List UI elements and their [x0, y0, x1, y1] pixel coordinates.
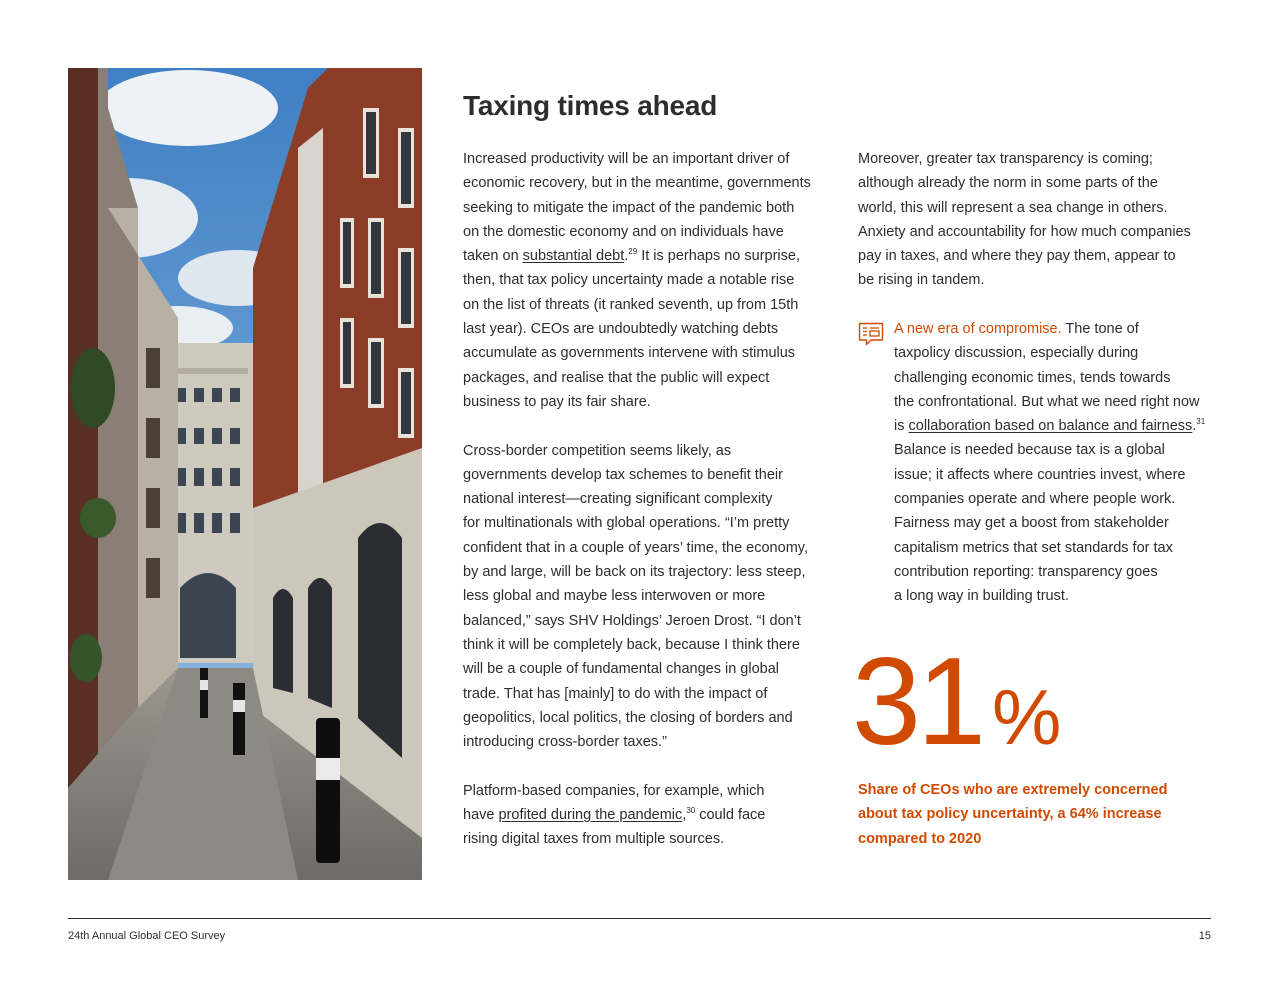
paragraph-productivity — [463, 147, 833, 414]
callout-body — [894, 317, 1205, 609]
text-line: economic recovery, but in the meantime, governments — [463, 175, 811, 192]
text-line: governments develop tax schemes to benefit their — [463, 466, 783, 483]
footnote-ref: 31 — [1196, 417, 1206, 427]
text-line: then, that tax policy uncertainty made a notable rise — [463, 272, 795, 289]
callout-heading: A new era of compromise. — [894, 321, 1062, 337]
footer-publication-title: 24th Annual Global CEO Survey — [68, 930, 226, 942]
text-line: Increased productivity will be an important driver of — [463, 151, 790, 167]
paragraph-platform — [463, 779, 833, 852]
text-line: a long way in building trust. — [894, 588, 1069, 605]
text-line: rising digital taxes from multiple sources. — [463, 831, 725, 848]
paragraph-transparency — [858, 147, 1218, 293]
text-line: introducing cross-border taxes.” — [463, 734, 667, 751]
text-line: contribution reporting: transparency goes — [894, 563, 1158, 580]
stat-figure — [852, 633, 1062, 771]
stat-value: 31 — [852, 633, 982, 771]
text-fragment: . — [624, 248, 629, 265]
text-line: by and large, will be back on its trajectory: less steep, — [463, 564, 806, 581]
stat-unit: % — [991, 673, 1062, 761]
text-fragment: It is perhaps no surprise, — [637, 248, 800, 265]
text-line: Share of CEOs who are extremely concerned — [858, 782, 1168, 798]
text-fragment: have — [463, 807, 499, 824]
text-line: packages, and realise that the public will expect — [463, 369, 770, 386]
text-fragment: . — [1192, 418, 1197, 435]
text-fragment: could face — [695, 807, 766, 824]
text-line: accumulate as governments intervene with stimulus — [463, 345, 796, 362]
text-line: Balance is needed because tax is a global — [894, 442, 1165, 459]
paragraph-cross-border — [463, 439, 833, 755]
text-line: Moreover, greater tax transparency is coming; — [858, 151, 1153, 167]
text-line: pay in taxes, and where they pay them, appear to — [858, 248, 1176, 265]
text-fragment: taken on — [463, 248, 523, 265]
text-line: trade. That has [mainly] to do with the impact of — [463, 685, 768, 702]
text-line: be rising in tandem. — [858, 272, 985, 289]
text-line: companies operate and where people work. — [894, 491, 1176, 508]
right-column — [858, 147, 1218, 317]
text-line: think it will be completely back, because I think there — [463, 636, 800, 653]
substantial-debt-link[interactable]: substantial debt — [522, 248, 625, 265]
profited-during-pandemic-link[interactable]: profited during the pandemic — [498, 807, 683, 824]
text-line: less global and maybe less interwoven or more — [463, 588, 766, 605]
text-line: for multinationals with global operations. “I’m pretty — [463, 515, 790, 532]
text-line: balanced,” says SHV Holdings’ Jeroen Drost. “I don’t — [463, 612, 801, 629]
text-line: will be a couple of fundamental changes in global — [463, 661, 779, 678]
text-line: last year). CEOs are undoubtedly watching debts — [463, 321, 779, 338]
text-fragment: is — [894, 418, 909, 435]
text-line: Platform-based companies, for example, which — [463, 782, 765, 799]
text-line: confident that in a couple of years’ time, the economy, — [463, 539, 808, 556]
footer-divider — [68, 918, 1211, 919]
text-line: on the list of threats (it ranked seventh, up from 15th — [463, 296, 799, 313]
text-line: geopolitics, local politics, the closing of borders and — [463, 709, 793, 726]
street-photo-illustration — [68, 68, 422, 880]
stat-caption — [858, 778, 1167, 851]
text-line: although already the norm in some parts of the — [858, 175, 1158, 192]
text-line: Fairness may get a boost from stakeholder — [894, 515, 1169, 532]
text-line: capitalism metrics that set standards for tax — [894, 539, 1173, 556]
text-line: taxpolicy discussion, especially during — [894, 345, 1139, 362]
text-line: on the domestic economy and on individuals have — [463, 223, 784, 240]
text-fragment: The tone of — [1061, 321, 1139, 337]
text-line: issue; it affects where countries invest, where — [894, 466, 1186, 483]
text-line: world, this will represent a sea change in others. — [858, 199, 1168, 216]
collaboration-link[interactable]: collaboration based on balance and fairness — [908, 418, 1193, 435]
footnote-ref: 30 — [686, 806, 696, 816]
text-fragment: , — [682, 807, 687, 824]
text-line: Anxiety and accountability for how much companies — [858, 223, 1191, 240]
text-line: Cross-border competition seems likely, as — [463, 442, 732, 459]
text-line: compared to 2020 — [858, 830, 982, 847]
feedback-icon — [858, 321, 884, 347]
text-line: national interest—creating significant complexity — [463, 491, 773, 508]
text-line: challenging economic times, tends towards — [894, 369, 1171, 386]
page-number: 15 — [1198, 930, 1211, 942]
text-line: business to pay its fair share. — [463, 393, 651, 410]
footnote-ref: 29 — [628, 247, 638, 257]
left-column — [463, 147, 833, 876]
text-line: about tax policy uncertainty, a 64% increase — [858, 806, 1162, 823]
text-line: seeking to mitigate the impact of the pandemic both — [463, 199, 795, 216]
text-line: the confrontational. But what we need right now — [894, 393, 1200, 410]
street-photo — [68, 68, 422, 880]
page-title: Taxing times ahead — [463, 90, 718, 121]
